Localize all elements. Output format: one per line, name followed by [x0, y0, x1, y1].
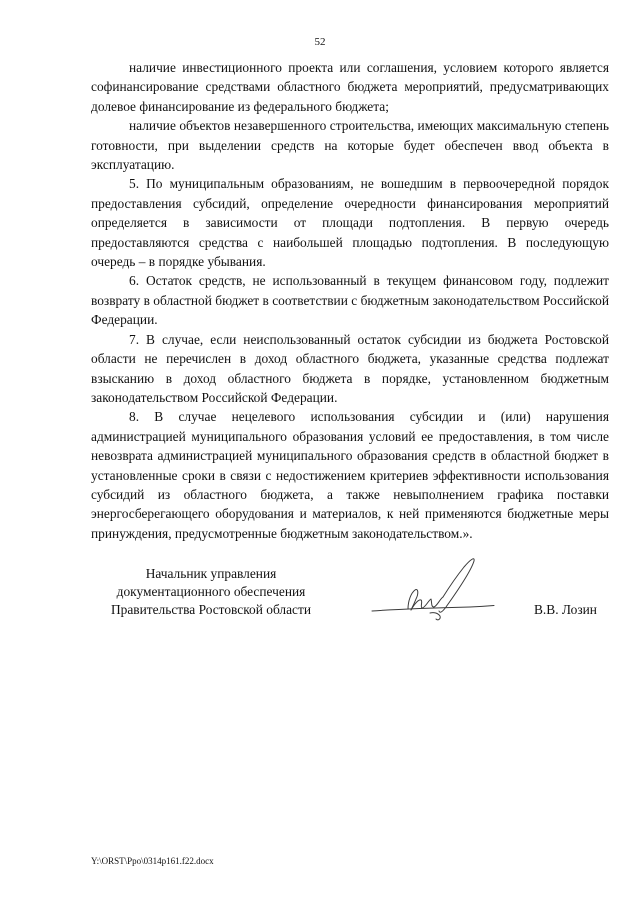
paragraph-item-5: 5. По муниципальным образованиям, не вошедшим в первоочередной порядок предоставления субсидий, определение очередности финансирования мероприятий определяется в зависимости от площади подтопления. В первую очередь предоставляются средства с наибольшей площадью подтопления. В последующую очередь – в порядке убывания.	[91, 176, 609, 270]
paragraph-item-7: 7. В случае, если неиспользованный остаток субсидии из бюджета Ростовской области не перечислен в доход областного бюджета, указанные средства подлежат взысканию в доход областного бюджета в порядке, установленном бюджетным законодательством Российской Федерации.	[91, 331, 609, 405]
handwritten-signature	[370, 553, 510, 633]
signatory-name: В.В. Лозин	[534, 602, 597, 617]
signatory-title	[91, 565, 331, 619]
paragraph-unfinished-objects: наличие объектов незавершенного строительства, имеющих максимальную степень готовности, при выделении средств на которые будет обеспечен ввод объекта в эксплуатацию.	[91, 118, 609, 173]
file-path: Y:\ORST\Ppo\0314p161.f22.docx	[91, 856, 214, 866]
signatory-title-line: документационного обеспечения	[116, 584, 306, 599]
page-number: 52	[314, 36, 326, 48]
signatory-title-line: Начальник управления	[145, 566, 277, 581]
paragraph-investment-project: наличие инвестиционного проекта или соглашения, условием которого является софинансирование средствами областного бюджета мероприятий, предусматривающих долевое финансирование из федерального бюджета;	[91, 60, 609, 114]
paragraph-item-8: 8. В случае нецелевого использования субсидии и (или) нарушения администрацией муниципального образования условий ее предоставления, в том числе невозврата администрацией муниципального образования средств в областной бюджет в установленные сроки в связи с недостижением критериев эффективности использования субсидий из областного бюджета, а также невыполнением графика поставки энергосберегающего оборудования и материалов, к ней применяются бюджетные меры принуждения, предусмотренные бюджетным законодательством.».	[91, 409, 609, 541]
signatory-title-line: Правительства Ростовской области	[110, 602, 312, 617]
paragraph-item-6: 6. Остаток средств, не использованный в текущем финансовом году, подлежит возврату в областной бюджет в соответствии с бюджетным законодательством Российской Федерации.	[91, 273, 609, 328]
document-body	[91, 58, 609, 543]
